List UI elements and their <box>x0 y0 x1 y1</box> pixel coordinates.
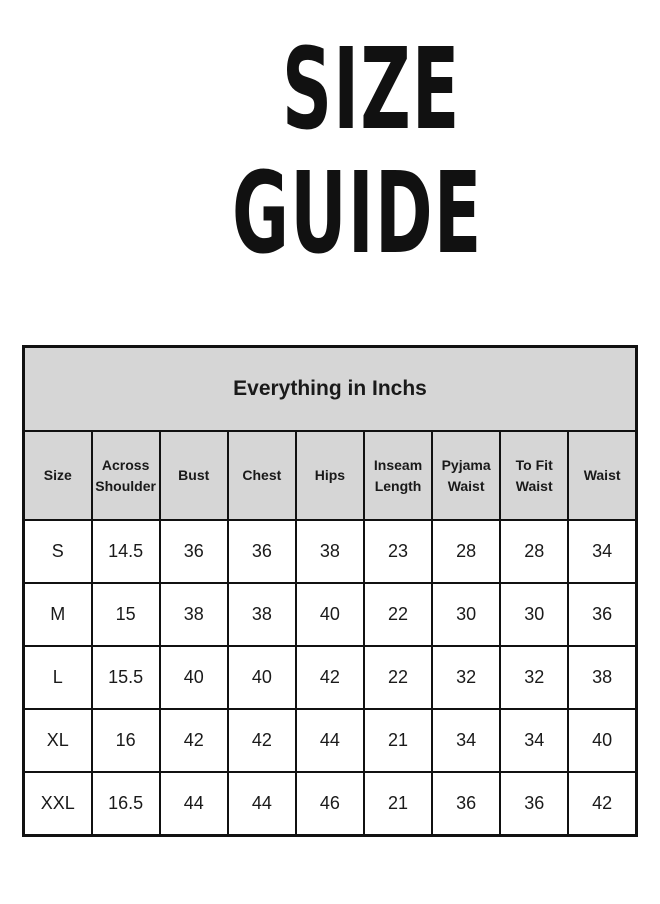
measurement-cell: 40 <box>296 583 364 646</box>
heading-line-size: SIZE <box>281 25 461 155</box>
column-header <box>92 431 160 520</box>
measurement-cell: 40 <box>228 646 296 709</box>
measurement-cell: 38 <box>296 520 364 583</box>
table-row <box>24 646 637 709</box>
column-header-label: Length <box>374 477 422 494</box>
table-row <box>24 583 637 646</box>
table-row <box>24 709 637 772</box>
size-table <box>22 345 638 837</box>
measurement-cell: 46 <box>296 772 364 836</box>
size-label-cell: XL <box>24 709 92 772</box>
column-header-label: Hips <box>314 467 346 483</box>
column-header <box>24 431 92 520</box>
measurement-cell: 36 <box>500 772 568 836</box>
column-header <box>296 431 364 520</box>
measurement-cell: 16 <box>92 709 160 772</box>
measurement-cell: 22 <box>364 583 432 646</box>
column-header-label: Size <box>43 467 72 483</box>
column-header <box>500 431 568 520</box>
size-label-cell: S <box>24 520 92 583</box>
measurement-cell: 36 <box>432 772 500 836</box>
size-guide-heading <box>231 25 636 279</box>
measurement-cell: 42 <box>296 646 364 709</box>
size-label-cell: XXL <box>24 772 92 836</box>
measurement-cell: 36 <box>568 583 636 646</box>
measurement-cell: 32 <box>500 646 568 709</box>
column-header-label: Waist <box>515 477 553 494</box>
column-header <box>160 431 228 520</box>
measurement-cell: 40 <box>568 709 636 772</box>
measurement-cell: 30 <box>432 583 500 646</box>
measurement-cell: 34 <box>568 520 636 583</box>
measurement-cell: 40 <box>160 646 228 709</box>
measurement-cell: 44 <box>160 772 228 836</box>
measurement-cell: 15.5 <box>92 646 160 709</box>
measurement-cell: 44 <box>296 709 364 772</box>
measurement-cell: 34 <box>500 709 568 772</box>
table-header-row <box>24 431 637 520</box>
column-header-label: Waist <box>447 477 485 494</box>
column-header-label: To Fit <box>515 456 553 473</box>
measurement-cell: 22 <box>364 646 432 709</box>
column-header-label: Inseam <box>373 456 423 473</box>
measurement-cell: 23 <box>364 520 432 583</box>
measurement-cell: 34 <box>432 709 500 772</box>
column-header-label: Chest <box>242 467 282 483</box>
measurement-cell: 36 <box>228 520 296 583</box>
column-header-label: Across <box>101 456 150 473</box>
measurement-cell: 21 <box>364 709 432 772</box>
heading-line-guide: GUIDE <box>231 149 483 279</box>
column-header-label: Waist <box>583 467 621 483</box>
column-header <box>228 431 296 520</box>
measurement-cell: 30 <box>500 583 568 646</box>
table-title-row <box>24 347 637 432</box>
column-header-label: Shoulder <box>95 477 156 494</box>
size-label-cell: M <box>24 583 92 646</box>
measurement-cell: 42 <box>568 772 636 836</box>
measurement-cell: 38 <box>228 583 296 646</box>
measurement-cell: 36 <box>160 520 228 583</box>
column-header <box>432 431 500 520</box>
measurement-cell: 42 <box>160 709 228 772</box>
measurement-cell: 16.5 <box>92 772 160 836</box>
measurement-cell: 14.5 <box>92 520 160 583</box>
measurement-cell: 28 <box>432 520 500 583</box>
measurement-cell: 28 <box>500 520 568 583</box>
measurement-cell: 15 <box>92 583 160 646</box>
table-title: Everything in Inchs <box>24 347 637 432</box>
table-row <box>24 520 637 583</box>
measurement-cell: 32 <box>432 646 500 709</box>
measurement-cell: 38 <box>568 646 636 709</box>
column-header <box>568 431 636 520</box>
column-header-label: Pyjama <box>441 456 491 473</box>
table-row <box>24 772 637 836</box>
measurement-cell: 21 <box>364 772 432 836</box>
size-label-cell: L <box>24 646 92 709</box>
column-header-label: Bust <box>178 467 210 483</box>
size-table-container <box>22 345 638 837</box>
column-header <box>364 431 432 520</box>
measurement-cell: 38 <box>160 583 228 646</box>
measurement-cell: 42 <box>228 709 296 772</box>
table-body <box>24 520 637 836</box>
measurement-cell: 44 <box>228 772 296 836</box>
